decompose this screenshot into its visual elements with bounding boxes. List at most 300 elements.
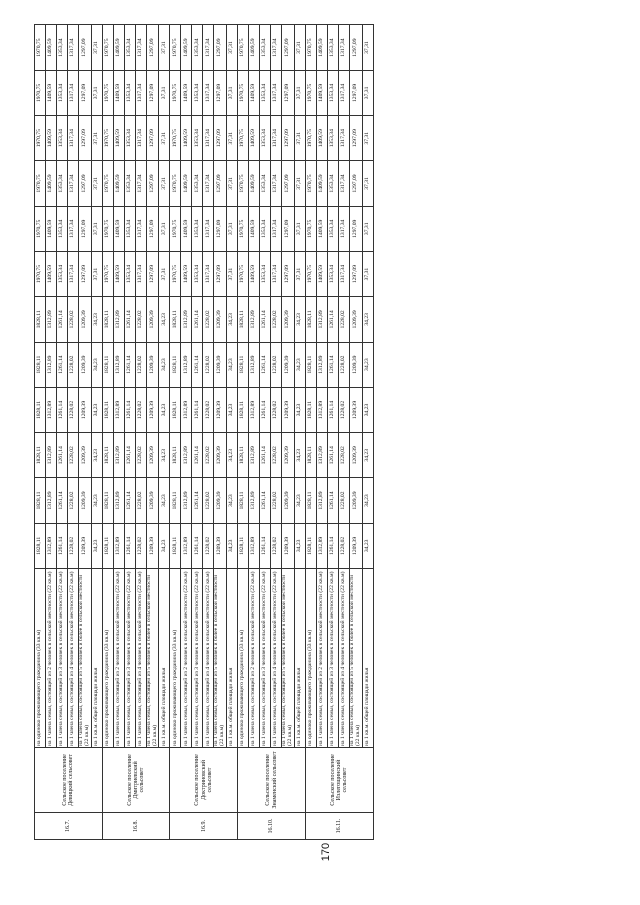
table-row	[271, 25, 282, 840]
tariff-value-cell: 1353,34	[327, 116, 338, 161]
section-number: 16.10.	[238, 813, 306, 840]
tariff-value-cell: 1228,02	[271, 342, 282, 387]
tariff-value-cell: 1317,34	[338, 251, 349, 296]
tariff-value-cell: 1228,02	[271, 523, 282, 568]
tariff-value-cell: 1297,09	[146, 116, 159, 161]
tariff-value-cell: 1312,89	[249, 342, 260, 387]
tariff-value-cell: 1409,59	[316, 70, 327, 115]
table-row	[227, 25, 238, 840]
tariff-value-cell: 1312,89	[113, 342, 124, 387]
tariff-value-cell: 1261,14	[327, 297, 338, 342]
category-label: на 1 члена семьи, состоящей из 4 человек в сельской местности (22 кв.м)	[68, 569, 79, 748]
tariff-value-cell: 37,31	[362, 251, 373, 296]
tariff-value-cell: 1409,59	[249, 25, 260, 70]
tariff-value-cell: 1261,14	[124, 387, 135, 432]
tariff-value-cell: 1209,39	[214, 342, 227, 387]
tariff-value-cell: 1261,14	[192, 342, 203, 387]
tariff-value-cell: 1317,34	[203, 116, 214, 161]
tariff-value-cell: 37,31	[91, 206, 102, 251]
tariff-value-cell: 1317,34	[135, 251, 146, 296]
tariff-value-cell: 1828,11	[305, 342, 316, 387]
tariff-value-cell: 1228,02	[135, 387, 146, 432]
tariff-value-cell: 1828,11	[238, 297, 249, 342]
rotated-table-wrapper	[34, 38, 544, 840]
tariff-value-cell: 34,23	[159, 342, 170, 387]
tariff-value-cell: 34,23	[159, 433, 170, 478]
tariff-value-cell: 1297,09	[282, 206, 295, 251]
tariff-value-cell: 37,31	[159, 116, 170, 161]
tariff-value-cell: 1312,89	[316, 523, 327, 568]
tariff-value-cell: 1409,59	[181, 206, 192, 251]
tariff-value-cell: 34,23	[91, 297, 102, 342]
tariff-value-cell: 1297,09	[214, 161, 227, 206]
table-row	[79, 25, 92, 840]
tariff-value-cell: 34,23	[294, 342, 305, 387]
tariff-value-cell: 1209,39	[214, 523, 227, 568]
tariff-value-cell: 1228,02	[135, 433, 146, 478]
tariff-value-cell: 1970,75	[35, 251, 46, 296]
category-label: на 1 члена семьи, состоящей из 2 человек в сельской местности (22 кв.м)	[249, 569, 260, 748]
tariff-value-cell: 1970,75	[35, 116, 46, 161]
municipality-name: Сельское поселение Знаменский сельсовет	[238, 748, 306, 813]
category-label: на 1 члена семьи, состоящей из 5 человек и более в сельской местности (22 кв.м)	[79, 569, 92, 748]
tariff-value-cell: 1312,89	[46, 433, 57, 478]
tariff-value-cell: 1353,34	[57, 70, 68, 115]
table-row	[46, 25, 57, 840]
tariff-value-cell: 1312,89	[181, 523, 192, 568]
category-label: на 1 члена семьи, состоящей из 4 человек в сельской местности (22 кв.м)	[203, 569, 214, 748]
tariff-value-cell: 1970,75	[102, 25, 113, 70]
tariff-value-cell: 34,23	[91, 523, 102, 568]
tariff-value-cell: 1297,09	[282, 161, 295, 206]
tariff-value-cell: 1261,14	[192, 523, 203, 568]
tariff-value-cell: 1828,11	[102, 297, 113, 342]
tariff-value-cell: 1353,34	[124, 251, 135, 296]
tariff-value-cell: 1312,89	[113, 478, 124, 523]
table-row	[159, 25, 170, 840]
tariff-value-cell: 1353,34	[327, 25, 338, 70]
tariff-value-cell: 1353,34	[57, 251, 68, 296]
tariff-value-cell: 1353,34	[260, 116, 271, 161]
table-row	[57, 25, 68, 840]
tariff-value-cell: 1353,34	[260, 251, 271, 296]
tariff-value-cell: 1209,39	[282, 342, 295, 387]
table-row	[135, 25, 146, 840]
section-number: 16.8.	[102, 813, 170, 840]
table-row	[170, 25, 181, 840]
tariff-value-cell: 1409,59	[113, 70, 124, 115]
tariff-value-cell: 1353,34	[260, 161, 271, 206]
tariff-value-cell: 1353,34	[124, 25, 135, 70]
category-label: на 1 кв.м. общей площади жилья	[362, 569, 373, 748]
tariff-value-cell: 37,31	[294, 70, 305, 115]
category-label: на 1 члена семьи, состоящей из 4 человек в сельской местности (22 кв.м)	[271, 569, 282, 748]
tariff-value-cell: 1228,02	[135, 342, 146, 387]
tariff-value-cell: 1970,75	[35, 161, 46, 206]
tariff-value-cell: 34,23	[362, 387, 373, 432]
tariff-value-cell: 1353,34	[192, 116, 203, 161]
municipality-name: Сельское поселение Излегощинский сельсовет	[305, 748, 373, 813]
tariff-value-cell: 1828,11	[305, 297, 316, 342]
tariff-value-cell: 1409,59	[249, 206, 260, 251]
tariff-value-cell: 1297,09	[349, 206, 362, 251]
tariff-value-cell: 1297,09	[282, 25, 295, 70]
category-label: на 1 члена семьи, состоящей из 5 человек и более в сельской местности (22 кв.м)	[282, 569, 295, 748]
tariff-value-cell: 1970,75	[170, 206, 181, 251]
tariff-value-cell: 1312,89	[113, 433, 124, 478]
tariff-value-cell: 1228,02	[135, 523, 146, 568]
tariff-value-cell: 1317,34	[203, 70, 214, 115]
tariff-value-cell: 1970,75	[305, 25, 316, 70]
tariff-value-cell: 1228,02	[203, 387, 214, 432]
tariff-value-cell: 1828,11	[170, 433, 181, 478]
tariff-value-cell: 1261,14	[192, 478, 203, 523]
tariff-value-cell: 1828,11	[170, 297, 181, 342]
tariff-value-cell: 1261,14	[124, 342, 135, 387]
tariff-value-cell: 1317,34	[203, 206, 214, 251]
tariff-value-cell: 1312,89	[181, 387, 192, 432]
tariff-value-cell: 1409,59	[113, 206, 124, 251]
table-row	[249, 25, 260, 840]
tariff-value-cell: 1317,34	[203, 25, 214, 70]
tariff-value-cell: 1209,39	[349, 342, 362, 387]
tariff-value-cell: 1312,89	[46, 478, 57, 523]
tariff-value-cell: 1828,11	[238, 342, 249, 387]
category-label: на 1 члена семьи, состоящей из 5 человек и более в сельской местности (22 кв.м)	[349, 569, 362, 748]
tariff-value-cell: 34,23	[227, 387, 238, 432]
tariff-value-cell: 1828,11	[170, 387, 181, 432]
tariff-value-cell: 34,23	[91, 342, 102, 387]
table-row	[294, 25, 305, 840]
tariff-value-cell: 1297,09	[79, 251, 92, 296]
tariff-value-cell: 1409,59	[46, 25, 57, 70]
tariff-value-cell: 1228,02	[338, 523, 349, 568]
tariff-value-cell: 1828,11	[170, 523, 181, 568]
tariff-value-cell: 1209,39	[349, 523, 362, 568]
tariff-value-cell: 37,31	[294, 251, 305, 296]
tariff-value-cell: 37,31	[227, 70, 238, 115]
tariff-value-cell: 1297,09	[146, 70, 159, 115]
tariff-value-cell: 1312,89	[316, 478, 327, 523]
tariff-value-cell: 1353,34	[260, 25, 271, 70]
tariff-value-cell: 1312,89	[46, 387, 57, 432]
tariff-value-cell: 1261,14	[192, 387, 203, 432]
tariff-value-cell: 1828,11	[35, 297, 46, 342]
tariff-value-cell: 1228,02	[271, 478, 282, 523]
tariff-value-cell: 1228,02	[338, 297, 349, 342]
tariff-value-cell: 1209,39	[146, 387, 159, 432]
tariff-value-cell: 1317,34	[68, 251, 79, 296]
tariff-value-cell: 1353,34	[192, 251, 203, 296]
tariff-value-cell: 1409,59	[316, 116, 327, 161]
tariff-value-cell: 37,31	[362, 70, 373, 115]
tariff-value-cell: 1228,02	[203, 342, 214, 387]
tariff-value-cell: 1228,02	[68, 433, 79, 478]
category-label: на 1 члена семьи, состоящей из 3 человек в сельской местности (22 кв.м)	[192, 569, 203, 748]
tariff-value-cell: 37,31	[362, 206, 373, 251]
tariff-value-cell: 1261,14	[327, 523, 338, 568]
tariff-value-cell: 1209,39	[282, 387, 295, 432]
tariff-value-cell: 34,23	[294, 478, 305, 523]
tariff-value-cell: 1297,09	[214, 25, 227, 70]
tariff-value-cell: 1312,89	[249, 387, 260, 432]
tariff-value-cell: 1261,14	[260, 297, 271, 342]
tariff-value-cell: 1261,14	[327, 433, 338, 478]
tariff-value-cell: 1317,34	[68, 116, 79, 161]
tariff-value-cell: 1409,59	[113, 25, 124, 70]
tariff-value-cell: 1261,14	[260, 433, 271, 478]
tariff-value-cell: 1828,11	[305, 387, 316, 432]
tariff-value-cell: 1228,02	[338, 433, 349, 478]
category-label: на одиноко проживающего гражданина (33 кв.м)	[170, 569, 181, 748]
tariff-value-cell: 1228,02	[135, 297, 146, 342]
tariff-value-cell: 1228,02	[203, 297, 214, 342]
category-label: на 1 члена семьи, состоящей из 2 человек в сельской местности (22 кв.м)	[316, 569, 327, 748]
tariff-value-cell: 1970,75	[35, 206, 46, 251]
tariff-value-cell: 1312,89	[249, 297, 260, 342]
tariff-value-cell: 1261,14	[124, 433, 135, 478]
tariff-value-cell: 1409,59	[316, 206, 327, 251]
tariff-value-cell: 34,23	[294, 433, 305, 478]
tariff-value-cell: 1353,34	[57, 206, 68, 251]
tariff-value-cell: 1209,39	[146, 478, 159, 523]
tariff-value-cell: 1261,14	[260, 523, 271, 568]
tariff-value-cell: 1297,09	[79, 161, 92, 206]
tariff-value-cell: 1209,39	[79, 342, 92, 387]
tariff-value-cell: 1828,11	[305, 523, 316, 568]
tariff-value-cell: 1970,75	[102, 116, 113, 161]
category-label: на 1 члена семьи, состоящей из 4 человек в сельской местности (22 кв.м)	[338, 569, 349, 748]
tariff-value-cell: 1209,39	[349, 433, 362, 478]
table-row	[192, 25, 203, 840]
tariff-value-cell: 1317,34	[68, 206, 79, 251]
tariff-value-cell: 1317,34	[271, 206, 282, 251]
category-label: на одиноко проживающего гражданина (33 кв.м)	[238, 569, 249, 748]
tariff-value-cell: 1317,34	[271, 251, 282, 296]
tariff-value-cell: 34,23	[362, 478, 373, 523]
tariff-value-cell: 1828,11	[238, 523, 249, 568]
tariff-value-cell: 1828,11	[170, 342, 181, 387]
tariff-value-cell: 1317,34	[271, 161, 282, 206]
tariff-value-cell: 1312,89	[249, 478, 260, 523]
tariff-value-cell: 1828,11	[102, 478, 113, 523]
tariff-value-cell: 1317,34	[135, 25, 146, 70]
tariff-value-cell: 1261,14	[192, 297, 203, 342]
tariff-value-cell: 1353,34	[57, 116, 68, 161]
table-row	[282, 25, 295, 840]
tariff-value-cell: 1409,59	[181, 251, 192, 296]
tariff-value-cell: 34,23	[159, 478, 170, 523]
tariff-value-cell: 1209,39	[214, 433, 227, 478]
tariff-value-cell: 1261,14	[192, 433, 203, 478]
tariff-value-cell: 1317,34	[135, 116, 146, 161]
tariff-value-cell: 1312,89	[181, 478, 192, 523]
table-row	[214, 25, 227, 840]
tariff-value-cell: 1353,34	[124, 161, 135, 206]
tariff-value-cell: 37,31	[227, 161, 238, 206]
tariff-value-cell: 1353,34	[192, 70, 203, 115]
tariff-value-cell: 37,31	[294, 161, 305, 206]
tariff-value-cell: 1209,39	[214, 387, 227, 432]
tariff-value-cell: 1261,14	[260, 478, 271, 523]
category-label: на 1 члена семьи, состоящей из 5 человек и более в сельской местности (22 кв.м)	[214, 569, 227, 748]
tariff-value-cell: 1828,11	[35, 387, 46, 432]
category-label: на 1 кв.м. общей площади жилья	[227, 569, 238, 748]
tariff-value-cell: 1228,02	[68, 297, 79, 342]
table-row	[35, 25, 46, 840]
tariff-value-cell: 1409,59	[113, 116, 124, 161]
category-label: на 1 члена семьи, состоящей из 3 человек в сельской местности (22 кв.м)	[57, 569, 68, 748]
tariff-value-cell: 1317,34	[68, 70, 79, 115]
tariff-value-cell: 1317,34	[271, 70, 282, 115]
tariff-value-cell: 37,31	[227, 116, 238, 161]
tariff-value-cell: 1317,34	[271, 25, 282, 70]
tariff-value-cell: 37,31	[227, 25, 238, 70]
tariff-value-cell: 1228,02	[203, 478, 214, 523]
tariff-value-cell: 34,23	[294, 297, 305, 342]
tariff-value-cell: 1828,11	[238, 478, 249, 523]
tariff-value-cell: 1409,59	[46, 161, 57, 206]
tariff-value-cell: 34,23	[362, 297, 373, 342]
tariff-value-cell: 1970,75	[238, 251, 249, 296]
tariff-value-cell: 1970,75	[305, 206, 316, 251]
municipality-name: Сельское поселение Доктриновский сельсовет	[170, 748, 238, 813]
tariff-value-cell: 1409,59	[316, 161, 327, 206]
category-label: на 1 кв.м. общей площади жилья	[159, 569, 170, 748]
tariff-value-cell: 1312,89	[181, 297, 192, 342]
section-number: 16.11.	[305, 813, 373, 840]
table-row	[181, 25, 192, 840]
tariff-value-cell: 1828,11	[35, 523, 46, 568]
tariff-value-cell: 1209,39	[146, 433, 159, 478]
tariff-value-cell: 34,23	[91, 433, 102, 478]
tariff-value-cell: 1297,09	[79, 206, 92, 251]
tariff-value-cell: 1353,34	[192, 161, 203, 206]
tariff-value-cell: 1228,02	[338, 342, 349, 387]
tariff-value-cell: 1828,11	[305, 433, 316, 478]
category-label: на 1 члена семьи, состоящей из 2 человек в сельской местности (22 кв.м)	[46, 569, 57, 748]
tariff-value-cell: 1209,39	[79, 478, 92, 523]
tariff-value-cell: 34,23	[227, 433, 238, 478]
tariff-value-cell: 37,31	[294, 206, 305, 251]
table-row	[238, 25, 249, 840]
tariff-value-cell: 1297,09	[349, 25, 362, 70]
tariff-value-cell: 34,23	[227, 478, 238, 523]
tariff-value-cell: 34,23	[294, 523, 305, 568]
tariff-value-cell: 1312,89	[316, 433, 327, 478]
tariff-value-cell: 1312,89	[249, 523, 260, 568]
tariff-value-cell: 1228,02	[271, 433, 282, 478]
tariff-value-cell: 1297,09	[79, 70, 92, 115]
tariff-value-cell: 1209,39	[79, 387, 92, 432]
tariff-value-cell: 1970,75	[170, 251, 181, 296]
tariff-value-cell: 1970,75	[35, 70, 46, 115]
tariff-value-cell: 34,23	[159, 387, 170, 432]
tariff-value-cell: 1297,09	[349, 161, 362, 206]
tariff-value-cell: 1297,09	[146, 161, 159, 206]
tariff-value-cell: 1353,34	[192, 206, 203, 251]
tariff-value-cell: 1312,89	[113, 523, 124, 568]
tariff-value-cell: 34,23	[227, 297, 238, 342]
tariff-value-cell: 37,31	[294, 25, 305, 70]
tariff-value-cell: 1261,14	[260, 387, 271, 432]
tariff-value-cell: 1261,14	[124, 297, 135, 342]
tariff-value-cell: 1297,09	[146, 25, 159, 70]
tariff-value-cell: 1209,39	[146, 297, 159, 342]
tariff-value-cell: 1209,39	[214, 478, 227, 523]
tariff-value-cell: 1209,39	[79, 433, 92, 478]
tariff-table-body	[35, 25, 374, 840]
tariff-value-cell: 1970,75	[305, 161, 316, 206]
tariff-value-cell: 1317,34	[135, 206, 146, 251]
tariff-value-cell: 1828,11	[35, 342, 46, 387]
tariff-value-cell: 1353,34	[327, 70, 338, 115]
tariff-value-cell: 1312,89	[46, 297, 57, 342]
tariff-value-cell: 1828,11	[102, 433, 113, 478]
tariff-value-cell: 1297,09	[282, 70, 295, 115]
tariff-value-cell: 1970,75	[238, 25, 249, 70]
tariff-value-cell: 1353,34	[192, 25, 203, 70]
tariff-value-cell: 1317,34	[135, 161, 146, 206]
tariff-value-cell: 37,31	[159, 251, 170, 296]
tariff-value-cell: 1297,09	[214, 70, 227, 115]
tariff-value-cell: 1970,75	[102, 161, 113, 206]
tariff-value-cell: 1970,75	[238, 70, 249, 115]
tariff-value-cell: 37,31	[362, 25, 373, 70]
tariff-value-cell: 1209,39	[282, 478, 295, 523]
tariff-value-cell: 1409,59	[46, 251, 57, 296]
tariff-value-cell: 1828,11	[170, 478, 181, 523]
tariff-value-cell: 1261,14	[260, 342, 271, 387]
tariff-value-cell: 1970,75	[35, 25, 46, 70]
tariff-value-cell: 1297,09	[146, 251, 159, 296]
tariff-value-cell: 1228,02	[68, 387, 79, 432]
tariff-value-cell: 1261,14	[327, 342, 338, 387]
tariff-value-cell: 1228,02	[338, 478, 349, 523]
tariff-value-cell: 1353,34	[327, 206, 338, 251]
tariff-value-cell: 1317,34	[338, 116, 349, 161]
table-row	[102, 25, 113, 840]
tariff-value-cell: 1261,14	[57, 523, 68, 568]
tariff-value-cell: 1209,39	[282, 297, 295, 342]
tariff-value-cell: 1317,34	[135, 70, 146, 115]
tariff-value-cell: 1312,89	[113, 297, 124, 342]
tariff-value-cell: 1970,75	[170, 25, 181, 70]
tariff-value-cell: 1409,59	[113, 161, 124, 206]
tariff-value-cell: 1317,34	[203, 161, 214, 206]
tariff-value-cell: 1312,89	[46, 342, 57, 387]
section-number: 16.9.	[170, 813, 238, 840]
tariff-value-cell: 1409,59	[181, 161, 192, 206]
tariff-value-cell: 37,31	[159, 206, 170, 251]
tariff-value-cell: 1970,75	[102, 251, 113, 296]
tariff-value-cell: 1353,34	[327, 161, 338, 206]
table-row	[124, 25, 135, 840]
tariff-value-cell: 1312,89	[181, 342, 192, 387]
tariff-value-cell: 1261,14	[124, 523, 135, 568]
tariff-value-cell: 1261,14	[57, 387, 68, 432]
tariff-value-cell: 1828,11	[35, 433, 46, 478]
category-label: на 1 члена семьи, состоящей из 4 человек в сельской местности (22 кв.м)	[135, 569, 146, 748]
tariff-value-cell: 1228,02	[68, 478, 79, 523]
tariff-value-cell: 1317,34	[338, 206, 349, 251]
tariff-value-cell: 37,31	[91, 25, 102, 70]
tariff-value-cell: 1970,75	[238, 116, 249, 161]
tariff-value-cell: 1828,11	[238, 433, 249, 478]
table-row	[146, 25, 159, 840]
tariff-value-cell: 1312,89	[249, 433, 260, 478]
municipality-name: Сельское поселение Девицкий сельсовет	[35, 748, 103, 813]
